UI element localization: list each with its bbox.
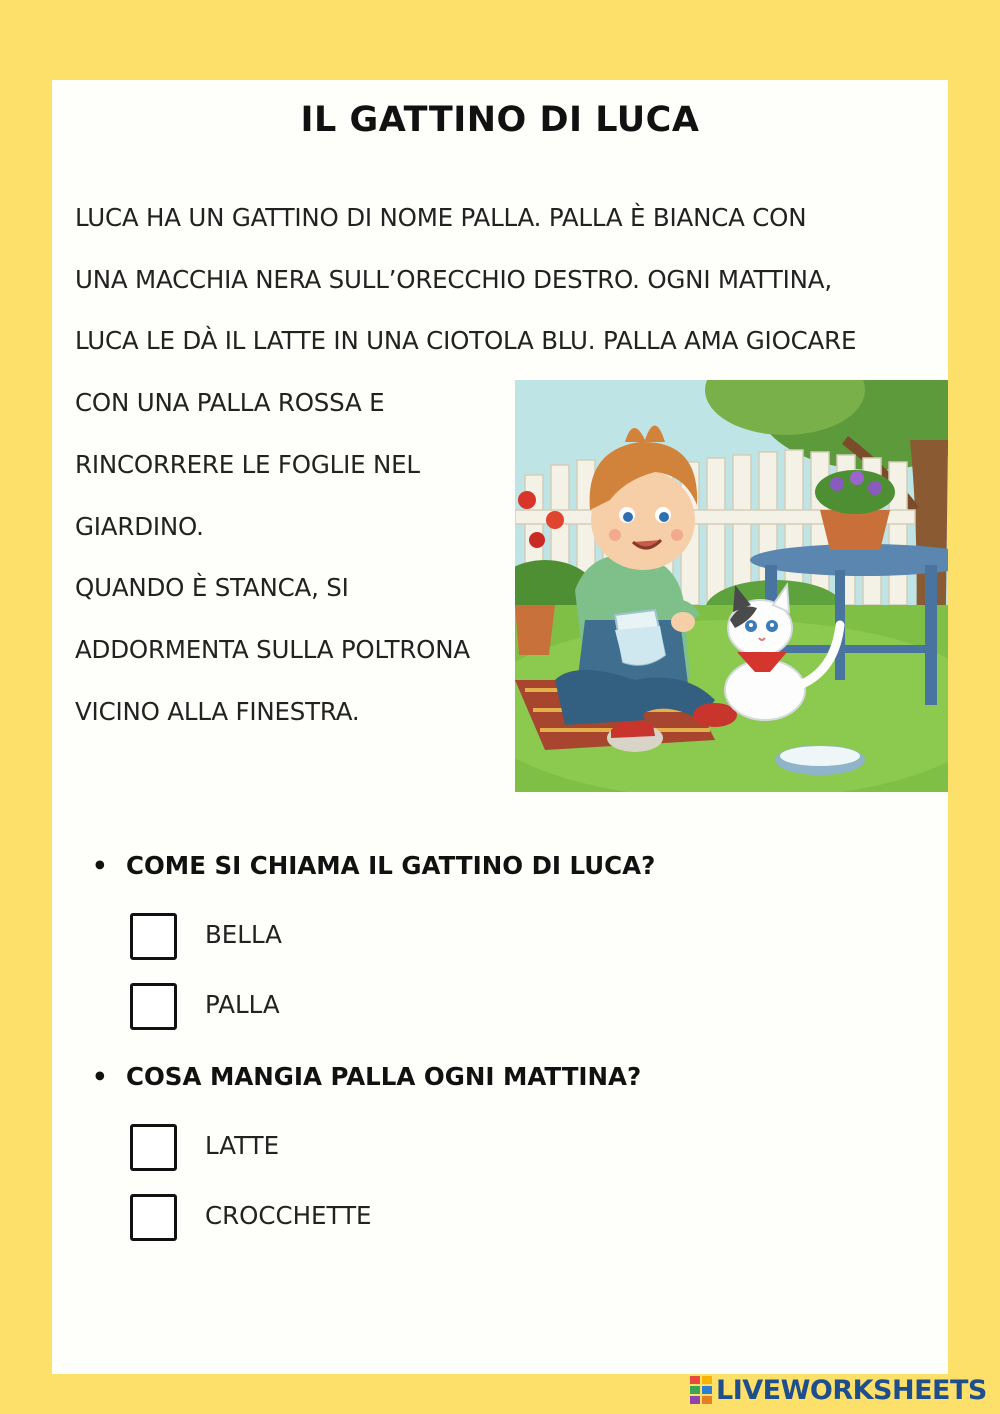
option-label: PALLA xyxy=(205,990,280,1019)
liveworksheets-logo-icon xyxy=(690,1376,712,1404)
answer-checkbox[interactable] xyxy=(130,913,177,960)
question-1 xyxy=(92,851,655,880)
question-2 xyxy=(92,1062,641,1091)
story-line: UNA MACCHIA NERA SULL’ORECCHIO DESTRO. OGNI MATTINA, xyxy=(75,265,832,294)
story-line: LUCA HA UN GATTINO DI NOME PALLA. PALLA È BIANCA CON xyxy=(75,203,807,232)
story-line: VICINO ALLA FINESTRA. xyxy=(75,697,360,726)
option-label: CROCCHETTE xyxy=(205,1201,372,1230)
story-illustration xyxy=(515,380,948,792)
story-line: QUANDO È STANCA, SI xyxy=(75,573,349,602)
option-label: LATTE xyxy=(205,1131,280,1160)
bullet-icon: • xyxy=(92,851,108,880)
worksheet-title: IL GATTINO DI LUCA xyxy=(300,100,700,140)
bullet-icon: • xyxy=(92,1062,108,1091)
answer-checkbox[interactable] xyxy=(130,983,177,1030)
question-2-text: COSA MANGIA PALLA OGNI MATTINA? xyxy=(126,1062,642,1091)
story-line: ADDORMENTA SULLA POLTRONA xyxy=(75,635,470,664)
liveworksheets-logo[interactable] xyxy=(690,1370,987,1410)
story-line: LUCA LE DÀ IL LATTE IN UNA CIOTOLA BLU. PALLA AMA GIOCARE xyxy=(75,326,857,355)
story-line: RINCORRERE LE FOGLIE NEL xyxy=(75,450,420,479)
answer-checkbox[interactable] xyxy=(130,1194,177,1241)
question-1-text: COME SI CHIAMA IL GATTINO DI LUCA? xyxy=(126,851,656,880)
answer-checkbox[interactable] xyxy=(130,1124,177,1171)
option-label: BELLA xyxy=(205,920,282,949)
brand-name: LIVEWORKSHEETS xyxy=(716,1374,987,1406)
story-line: GIARDINO. xyxy=(75,512,204,541)
story-line: CON UNA PALLA ROSSA E xyxy=(75,388,385,417)
